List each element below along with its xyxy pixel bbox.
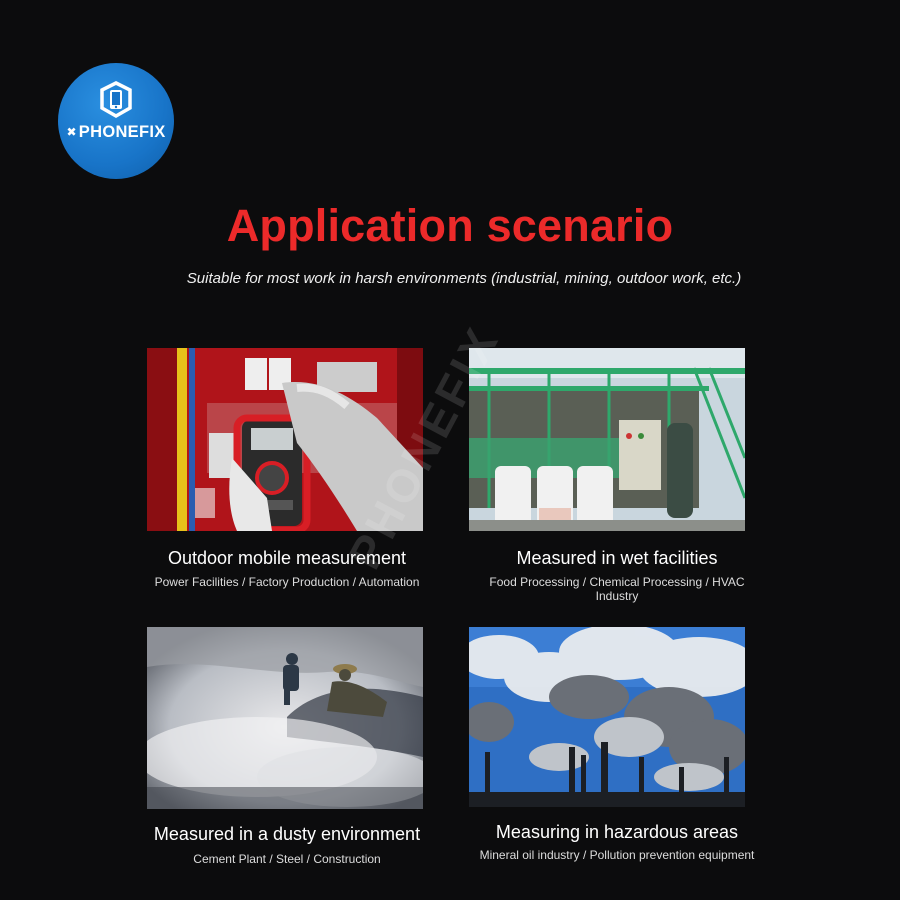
scenario-photo-dusty-workers bbox=[147, 627, 423, 809]
scenario-photo-electrical-panel bbox=[147, 348, 423, 531]
scenario-subtitle: Mineral oil industry / Pollution prevention equipment bbox=[479, 848, 755, 862]
scenario-subtitle: Power Facilities / Factory Production / Automation bbox=[154, 575, 420, 589]
scenario-title: Outdoor mobile measurement bbox=[167, 548, 407, 568]
page-title: Application scenario bbox=[226, 200, 674, 251]
scenario-subtitle: Food Processing / Chemical Processing / HVAC Industry bbox=[489, 575, 745, 603]
phone-wrench-icon bbox=[98, 81, 134, 121]
scenario-photo-water-plant bbox=[469, 348, 745, 531]
scenario-title: Measured in wet facilities bbox=[516, 548, 718, 568]
page-subtitle: Suitable for most work in harsh environments (industrial, mining, outdoor work, etc.) bbox=[186, 270, 742, 287]
phonefix-logo bbox=[58, 63, 174, 179]
scenario-title: Measuring in hazardous areas bbox=[495, 822, 739, 842]
logo-brand: ✖ PHONEFIX bbox=[66, 123, 166, 141]
scenario-subtitle: Cement Plant / Steel / Construction bbox=[193, 852, 381, 866]
scenario-photo-smokestacks bbox=[469, 627, 745, 807]
scenario-title: Measured in a dusty environment bbox=[153, 824, 421, 844]
watermark-text: PHONEFIX bbox=[337, 316, 510, 578]
